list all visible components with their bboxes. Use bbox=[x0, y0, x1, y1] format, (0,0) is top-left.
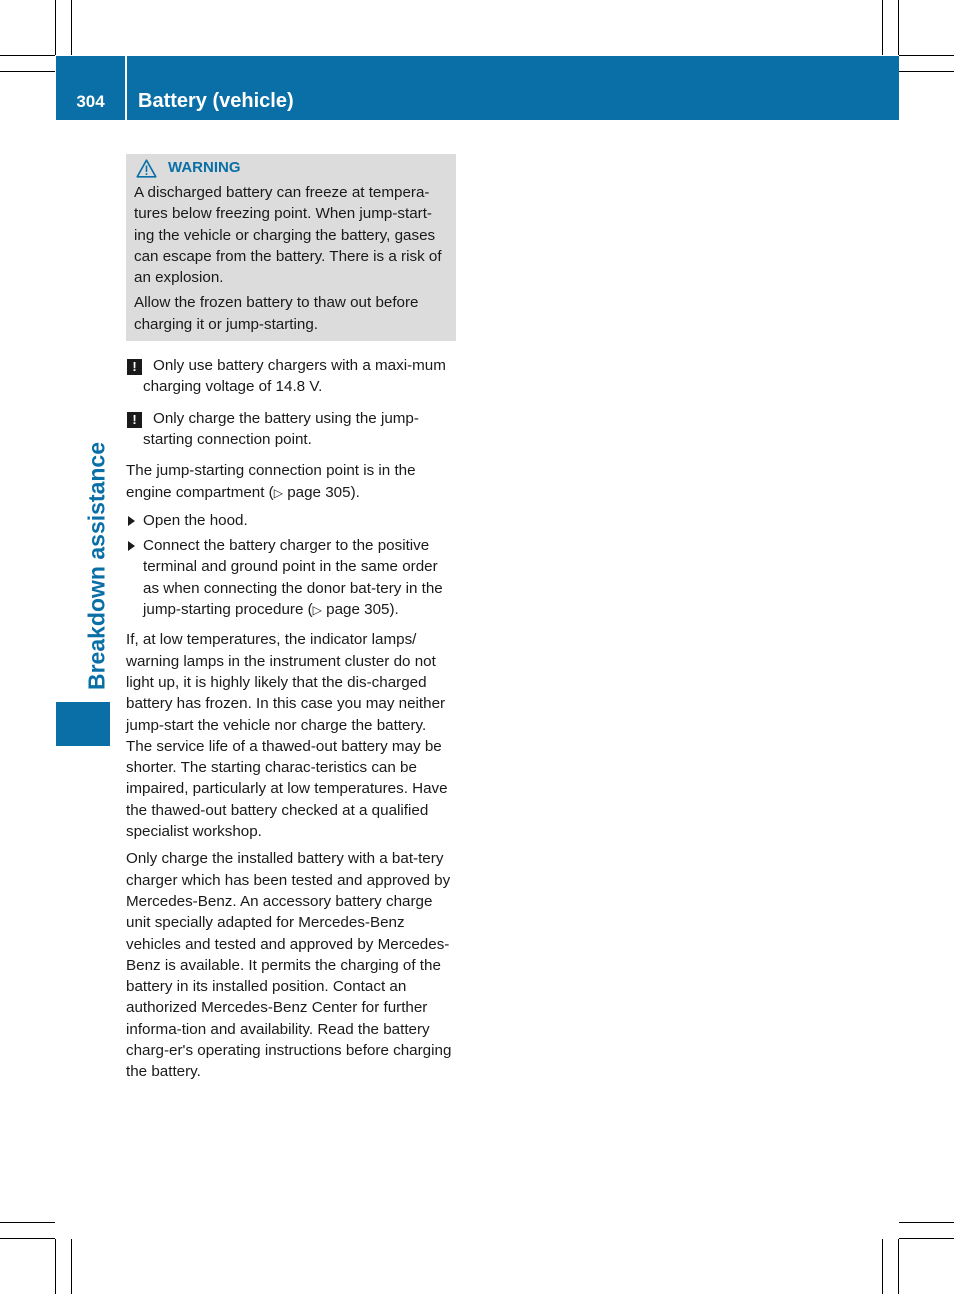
crop-mark bbox=[0, 55, 55, 56]
crop-mark bbox=[0, 1222, 55, 1223]
crop-mark bbox=[55, 0, 56, 55]
page-reference-triangle-icon: ▷ bbox=[312, 603, 322, 618]
crop-mark bbox=[0, 1238, 55, 1239]
page-title: Battery (vehicle) bbox=[138, 90, 294, 112]
page-reference-link[interactable]: page 305 bbox=[326, 601, 390, 619]
instruction-step bbox=[126, 535, 456, 621]
exclamation-icon: ! bbox=[127, 359, 142, 375]
crop-mark bbox=[71, 0, 72, 55]
page-number: 304 bbox=[76, 92, 105, 111]
body-paragraph: If, at low temperatures, the indicator lamps/ warning lamps in the instrument cluster do not light up, it is highly likely that the dis-charged battery has frozen. In this case you may neither jump-start the vehicle nor charge the battery. The service life of a thawed-out battery may be shorter. The starting charac-teristics can be impaired, particularly at low temperatures. Have the thawed-out battery checked at a qualified specialist workshop. bbox=[126, 631, 448, 841]
crop-mark bbox=[899, 1238, 954, 1239]
crop-mark bbox=[898, 1239, 899, 1294]
crop-mark bbox=[55, 1239, 56, 1294]
section-side-tab bbox=[56, 702, 110, 746]
step-text: Open the hood. bbox=[143, 511, 248, 529]
body-paragraph: Only charge the installed battery with a bat-tery charger which has been tested and approved by Mercedes-Benz. An accessory battery charge unit specially adapted for Mercedes-Benz vehicles and tested and approved by Mercedes-Benz is available. It permits the charging of the battery in its installed position. Contact an authorized Mercedes-Benz Center for further informa-tion and availability. Read the battery charg-er's operating instructions before charging the battery. bbox=[126, 850, 452, 1081]
warning-header bbox=[134, 157, 448, 179]
caution-note-text: Only charge the battery using the jump-starting connection point. bbox=[143, 409, 419, 448]
main-content bbox=[126, 154, 456, 1089]
step-arrow-icon bbox=[128, 516, 135, 526]
crop-mark bbox=[0, 71, 55, 72]
crop-mark bbox=[898, 0, 899, 55]
warning-text: A discharged battery can freeze at tempera-tures below freezing point. When jump-start-ing the vehicle or charging the battery, gases can escape from the battery. There is a risk of an explosion. bbox=[134, 184, 442, 287]
warning-triangle-icon bbox=[136, 159, 157, 178]
step-arrow-icon bbox=[128, 541, 135, 551]
body-text: The jump-starting connection point is in the engine compartment ( bbox=[126, 462, 416, 501]
step-text: Connect the battery charger to the positive terminal and ground point in the same order as when connecting the donor bat-tery in the jump-starting procedure ( bbox=[143, 537, 443, 619]
body-text: ). bbox=[350, 483, 360, 501]
page-reference-triangle-icon: ▷ bbox=[273, 485, 283, 500]
crop-mark bbox=[882, 1239, 883, 1294]
exclamation-icon: ! bbox=[127, 412, 142, 428]
body-paragraph bbox=[126, 460, 456, 504]
page-header bbox=[56, 56, 899, 120]
caution-note bbox=[126, 408, 456, 451]
crop-mark bbox=[882, 0, 883, 55]
instruction-step bbox=[126, 510, 456, 531]
crop-mark bbox=[899, 1222, 954, 1223]
page-reference-link[interactable]: page 305 bbox=[287, 483, 351, 501]
step-text: ). bbox=[389, 601, 399, 619]
section-side-label-text: Breakdown assistance bbox=[83, 441, 110, 691]
crop-mark bbox=[899, 55, 954, 56]
caution-note bbox=[126, 355, 456, 398]
warning-box bbox=[126, 154, 456, 341]
crop-mark bbox=[71, 1239, 72, 1294]
header-divider bbox=[125, 56, 127, 120]
caution-note-text: Only use battery chargers with a maxi-mum charging voltage of 14.8 V. bbox=[143, 357, 446, 396]
warning-text: Allow the frozen battery to thaw out before charging it or jump-starting. bbox=[134, 294, 419, 333]
crop-mark bbox=[899, 71, 954, 72]
warning-title: WARNING bbox=[168, 159, 241, 177]
